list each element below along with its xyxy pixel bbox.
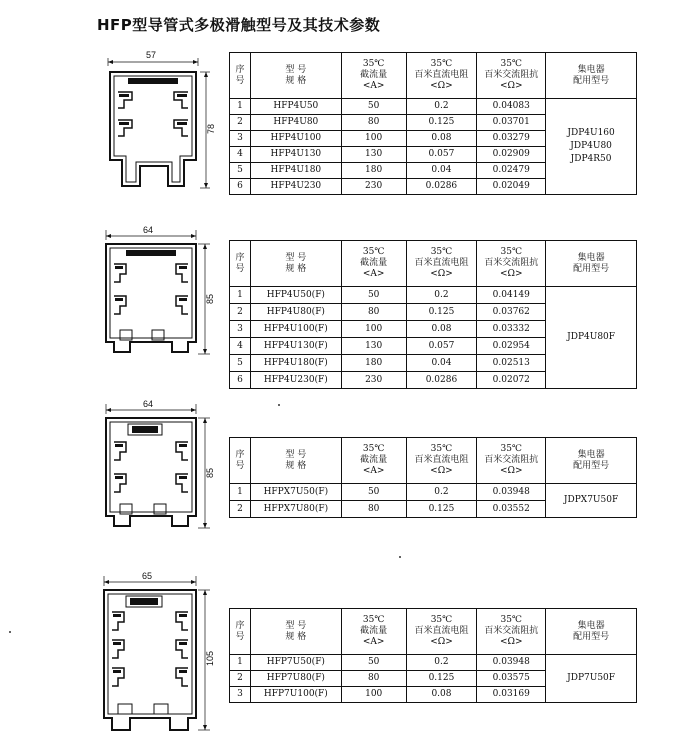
profile-4-height-label: 105 [205, 650, 215, 666]
profile-3-width-label: 64 [143, 399, 154, 409]
scan-speck [278, 404, 280, 406]
profile-drawing-1 [88, 48, 218, 198]
profile-1-height-label: 78 [206, 123, 216, 134]
profile-drawing-4 [92, 570, 222, 740]
table-row: 4 HFP4U130(F) 130 0.057 0.02954 [230, 338, 637, 355]
table-row: 2 HFPX7U80(F) 80 0.125 0.03552 [230, 501, 637, 518]
table-row: 3 HFP4U100(F) 100 0.08 0.03332 [230, 321, 637, 338]
profile-2-width-label: 64 [143, 225, 154, 235]
table-row: 2 HFP4U80(F) 80 0.125 0.03762 [230, 304, 637, 321]
table-row: 6 HFP4U230(F) 230 0.0286 0.02072 [230, 372, 637, 389]
scan-speck [9, 631, 11, 633]
header-model: 型 号 规 格 [250, 53, 341, 99]
table-row: 2 HFP4U80 80 0.125 0.03701 [230, 115, 637, 131]
collector-cell: JDPX7U50F [546, 484, 637, 518]
profile-2-height-label: 85 [205, 293, 215, 304]
spec-table-4: 序 号 型 号 规 格 35℃ 截流量 <A> 35℃ 百米直流电阻 <Ω> 35℃ 百米交流阻抗 <Ω> 集电器 配用型号 1 HFP7U50(F) 50 0.2 0.03948 JDP7U50F 2 HFP7U80(F) 80 0.125 0.03575 3 HFP7U100(F) 100 0.08 0.03169 [229, 608, 637, 703]
page-title: HFP型导管式多极滑触型号及其技术参数 [97, 16, 381, 34]
table-row: 1 HFPX7U50(F) 50 0.2 0.03948 JDPX7U50F [230, 484, 637, 501]
header-collector: 集电器 配用型号 [546, 53, 637, 99]
profile-3-height-label: 85 [205, 467, 215, 478]
table-row: 6 HFP4U230 230 0.0286 0.02049 [230, 179, 637, 195]
profile-1-width-label: 57 [146, 50, 157, 60]
profile-4-width-label: 65 [142, 571, 153, 581]
spec-table-3: 序 号 型 号 规 格 35℃ 截流量 <A> 35℃ 百米直流电阻 <Ω> 35℃ 百米交流阻抗 <Ω> 集电器 配用型号 1 HFPX7U50(F) 50 0.2 0.03948 JDPX7U50F 2 HFPX7U80(F) 80 0.125 0.03552 [229, 437, 637, 518]
spec-table-2: 序 号 型 号 规 格 35℃ 截流量 <A> 35℃ 百米直流电阻 <Ω> 35℃ 百米交流阻抗 <Ω> 集电器 配用型号 1 HFP4U50(F) 50 0.2 0.04149 JDP4U80F 2 HFP4U80(F) 80 0.125 0.03762 3 HFP4U100(F) 100 0.08 0.03332 4 HFP4U130(F) 130 0.057 0.02954 5 HFP4U180(F) 180 0.04 0.02513 6 HFP4U230(F) 230 0.0286 0.02072 [229, 240, 637, 389]
table-row: 1 HFP7U50(F) 50 0.2 0.03948 JDP7U50F [230, 655, 637, 671]
table-row: 3 HFP4U100 100 0.08 0.03279 [230, 131, 637, 147]
header-current: 35℃ 截流量 <A> [341, 53, 406, 99]
table-row: 2 HFP7U80(F) 80 0.125 0.03575 [230, 671, 637, 687]
header-no: 序 号 [230, 53, 251, 99]
profile-drawing-2 [92, 226, 222, 366]
table-row: 5 HFP4U180 180 0.04 0.02479 [230, 163, 637, 179]
spec-table-1 [229, 52, 637, 195]
table-row: 5 HFP4U180(F) 180 0.04 0.02513 [230, 355, 637, 372]
scan-speck [399, 556, 401, 558]
header-ac-impedance: 35℃ 百米交流阻抗 <Ω> [477, 53, 546, 99]
table-row: 1 HFP4U50(F) 50 0.2 0.04149 JDP4U80F [230, 287, 637, 304]
table-row: 3 HFP7U100(F) 100 0.08 0.03169 [230, 687, 637, 703]
profile-drawing-3 [92, 398, 222, 538]
table-row: 4 HFP4U130 130 0.057 0.02909 [230, 147, 637, 163]
header-dc-resistance: 35℃ 百米直流电阻 <Ω> [406, 53, 477, 99]
table-row: 1 HFP4U50 50 0.2 0.04083 JDP4U160 JDP4U80 JDP4R50 [230, 99, 637, 115]
collector-cell: JDP4U160 JDP4U80 JDP4R50 [546, 99, 637, 195]
collector-cell: JDP7U50F [546, 655, 637, 703]
collector-cell: JDP4U80F [546, 287, 637, 389]
